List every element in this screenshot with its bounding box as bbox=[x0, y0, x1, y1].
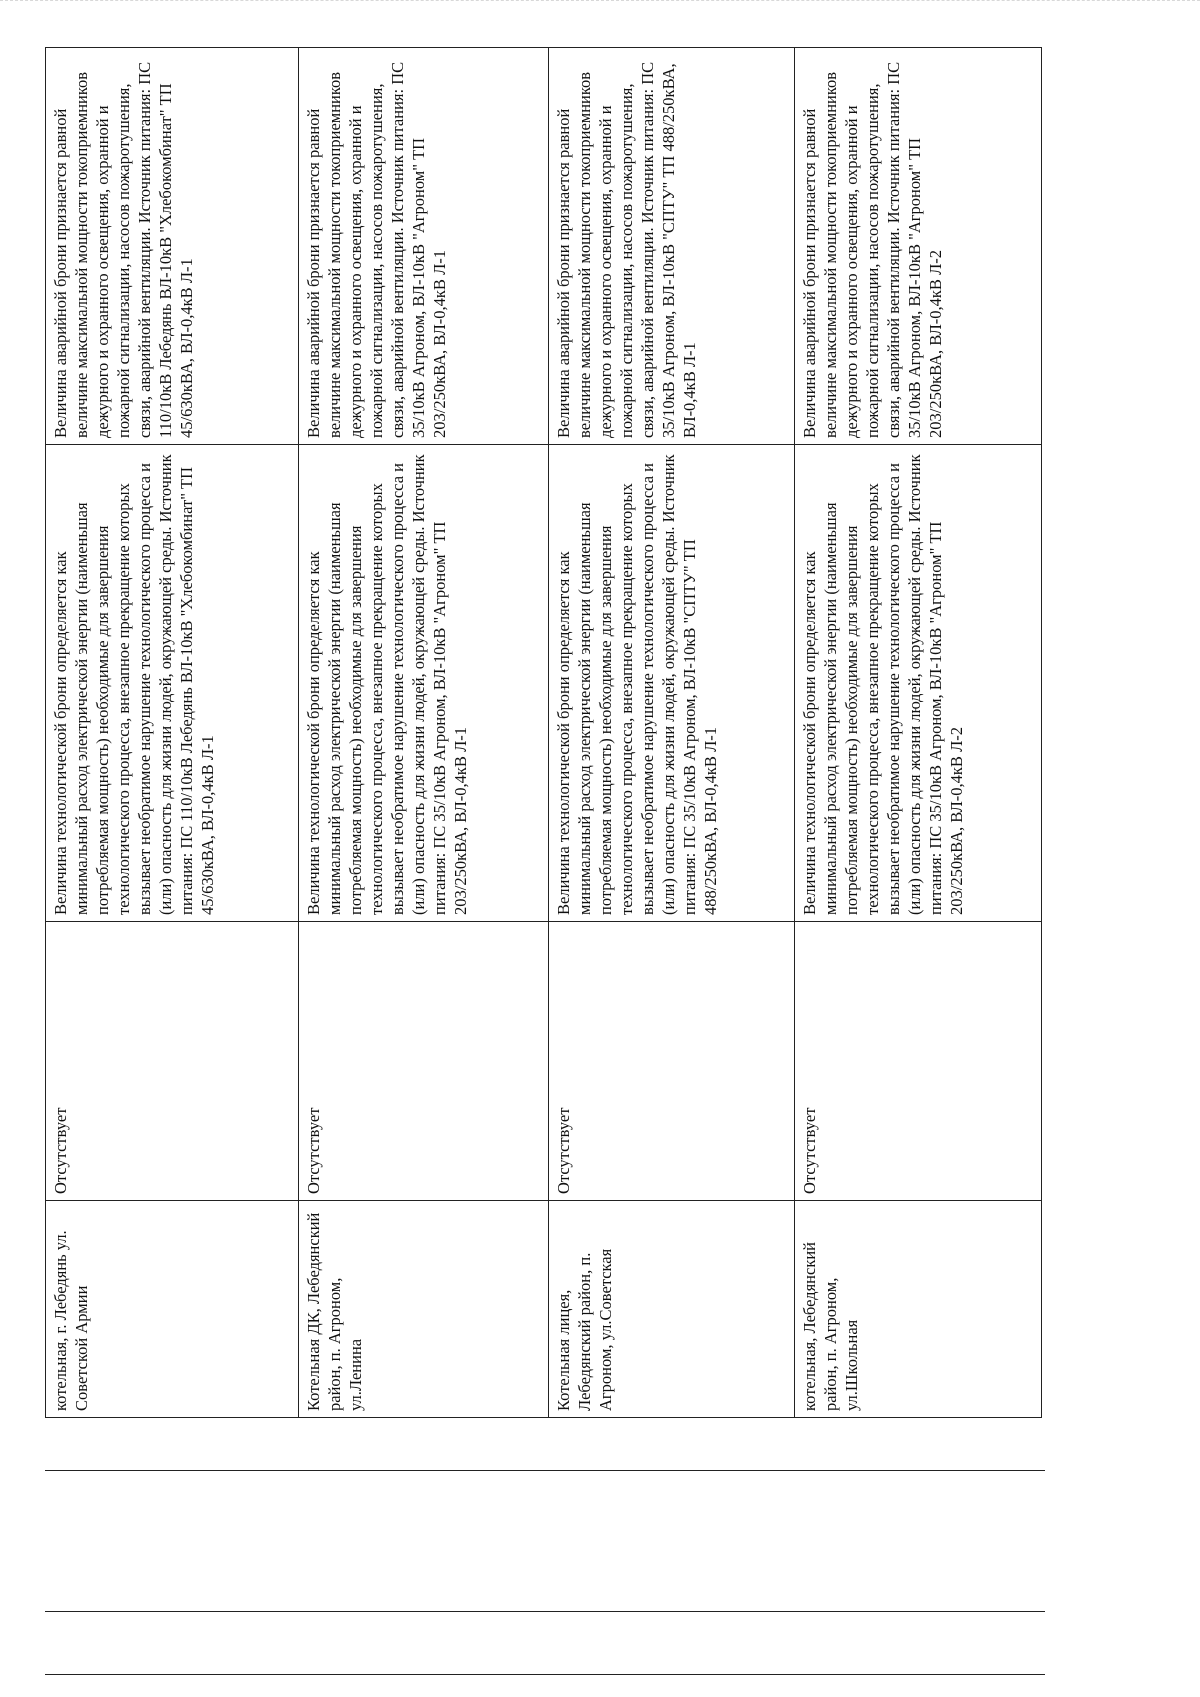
cell-tech-reserve: Величина технологической брони определяется как минимальный расход электрической энергии (наименьшая потребляемая мощность) необходимые для завершения технологического процесса, внезапное прекращение которых вызывает необратимое нарушение технологического процесса и (или) опасность для жизни людей, окружающей среды. Источник питания: ПС 35/10кВ Агроном, ВЛ-10кВ "СПТУ" ТП 488/250кВА, ВЛ-0,4кВ Л-1 bbox=[549, 445, 795, 922]
cell-status: Отсутствует bbox=[46, 922, 299, 1201]
cell-emergency-reserve: Величина аварийной брони признается равной величине максимальной мощности токоприемников дежурного и охранного освещения, охранной и пожарной сигнализации, насосов пожаротушения, связи, аварийной вентиляции. Источник питания: ПС 110/10кВ Лебедянь ВЛ-10кВ "Хлебокомбинат" ТП 45/630кВА, ВЛ-0,4кВ Л-1 bbox=[46, 48, 299, 445]
cell-location: Котельная ДК, Лебедянский район, п. Агроном, ул.Ленина bbox=[299, 1201, 549, 1418]
cell-status: Отсутствует bbox=[549, 922, 795, 1201]
table-row bbox=[549, 48, 795, 1418]
cell-tech-reserve: Величина технологической брони определяется как минимальный расход электрической энергии (наименьшая потребляемая мощность) необходимые для завершения технологического процесса, внезапное прекращение которых вызывает необратимое нарушение технологического процесса и (или) опасность для жизни людей, окружающей среды. Источник питания: ПС 35/10кВ Агроном, ВЛ-10кВ "Агроном" ТП 203/250кВА, ВЛ-0,4кВ Л-1 bbox=[299, 445, 549, 922]
power-reserve-table bbox=[45, 47, 1042, 1418]
rotated-table-container bbox=[45, 48, 1041, 1418]
scan-top-edge bbox=[0, 0, 1200, 1]
cell-tech-reserve: Величина технологической брони определяется как минимальный расход электрической энергии (наименьшая потребляемая мощность) необходимые для завершения технологического процесса, внезапное прекращение которых вызывает необратимое нарушение технологического процесса и (или) опасность для жизни людей, окружающей среды. Источник питания: ПС 110/10кВ Лебедянь ВЛ-10кВ "Хлебокомбинат" ТП 45/630кВА, ВЛ-0,4кВ Л-1 bbox=[46, 445, 299, 922]
cell-tech-reserve: Величина технологической брони определяется как минимальный расход электрической энергии (наименьшая потребляемая мощность) необходимые для завершения технологического процесса, внезапное прекращение которых вызывает необратимое нарушение технологического процесса и (или) опасность для жизни людей, окружающей среды. Источник питания: ПС 35/10кВ Агроном, ВЛ-10кВ "Агроном" ТП 203/250кВА, ВЛ-0,4кВ Л-2 bbox=[795, 445, 1042, 922]
cell-status: Отсутствует bbox=[795, 922, 1042, 1201]
signature-line-3 bbox=[45, 1674, 1045, 1675]
cell-location: котельная, Лебедянский район, п. Агроном, ул.Школьная bbox=[795, 1201, 1042, 1418]
cell-emergency-reserve: Величина аварийной брони признается равной величине максимальной мощности токоприемников дежурного и охранного освещения, охранной и пожарной сигнализации, насосов пожаротушения, связи, аварийной вентиляции. Источник питания: ПС 35/10кВ Агроном, ВЛ-10кВ "Агроном" ТП 203/250кВА, ВЛ-0,4кВ Л-2 bbox=[795, 48, 1042, 445]
cell-location: котельная, г. Лебедянь ул. Советской Армии bbox=[46, 1201, 299, 1418]
cell-status: Отсутствует bbox=[299, 922, 549, 1201]
signature-line-2 bbox=[45, 1611, 1045, 1612]
cell-location: Котельная лицея, Лебедянский район, п. Агроном, ул.Советская bbox=[549, 1201, 795, 1418]
table-row bbox=[299, 48, 549, 1418]
table-row bbox=[795, 48, 1042, 1418]
cell-emergency-reserve: Величина аварийной брони признается равной величине максимальной мощности токоприемников дежурного и охранного освещения, охранной и пожарной сигнализации, насосов пожаротушения, связи, аварийной вентиляции. Источник питания: ПС 35/10кВ Агроном, ВЛ-10кВ "СПТУ" ТП 488/250кВА, ВЛ-0,4кВ Л-1 bbox=[549, 48, 795, 445]
table-row bbox=[46, 48, 299, 1418]
cell-emergency-reserve: Величина аварийной брони признается равной величине максимальной мощности токоприемников дежурного и охранного освещения, охранной и пожарной сигнализации, насосов пожаротушения, связи, аварийной вентиляции. Источник питания: ПС 35/10кВ Агроном, ВЛ-10кВ "Агроном" ТП 203/250кВА, ВЛ-0,4кВ Л-1 bbox=[299, 48, 549, 445]
signature-line-1 bbox=[45, 1470, 1045, 1471]
